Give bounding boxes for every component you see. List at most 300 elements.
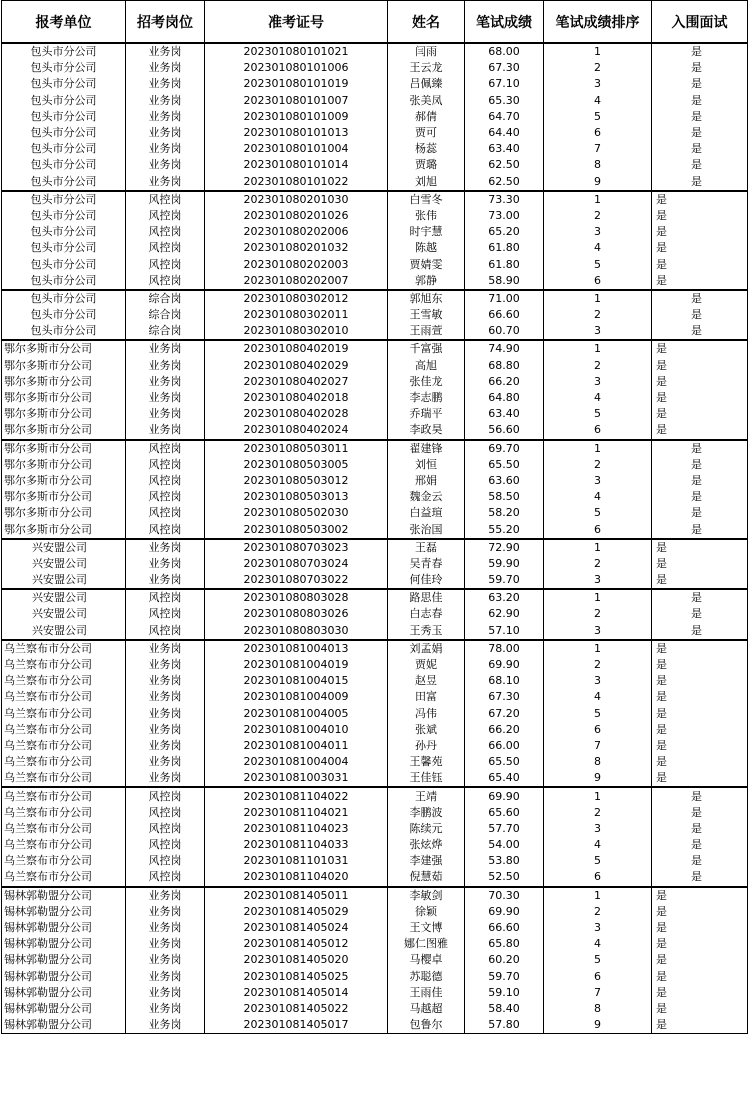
cell-rank: 7: [544, 738, 652, 754]
cell-name: 王云龙: [388, 60, 465, 76]
cell-position: 业务岗: [126, 358, 205, 374]
cell-score: 73.30: [465, 191, 544, 208]
cell-unit: 乌兰察布市分公司: [2, 640, 126, 657]
cell-interview: 是: [652, 969, 748, 985]
cell-exam-id: 202301080502030: [205, 505, 388, 521]
cell-interview: 是: [652, 640, 748, 657]
cell-position: 业务岗: [126, 43, 205, 60]
cell-unit: 乌兰察布市分公司: [2, 738, 126, 754]
cell-interview: 是: [652, 805, 748, 821]
cell-score: 66.20: [465, 374, 544, 390]
table-row: [2, 640, 748, 657]
cell-interview: 是: [652, 985, 748, 1001]
cell-rank: 3: [544, 323, 652, 340]
table-row: [2, 76, 748, 92]
table-row: [2, 887, 748, 904]
cell-score: 65.50: [465, 754, 544, 770]
cell-name: 张佳龙: [388, 374, 465, 390]
cell-interview: 是: [652, 60, 748, 76]
cell-score: 67.20: [465, 706, 544, 722]
cell-exam-id: 202301080101009: [205, 109, 388, 125]
cell-unit: 锡林郭勒盟分公司: [2, 952, 126, 968]
cell-rank: 2: [544, 904, 652, 920]
cell-unit: 鄂尔多斯市分公司: [2, 406, 126, 422]
cell-position: 业务岗: [126, 340, 205, 357]
cell-position: 风控岗: [126, 787, 205, 804]
cell-exam-id: 202301080503013: [205, 489, 388, 505]
cell-exam-id: 202301080703022: [205, 572, 388, 589]
cell-exam-id: 202301080302011: [205, 307, 388, 323]
cell-exam-id: 202301080703023: [205, 539, 388, 556]
cell-rank: 2: [544, 556, 652, 572]
table-row: [2, 920, 748, 936]
table-row: [2, 505, 748, 521]
cell-interview: 是: [652, 722, 748, 738]
cell-name: 郭旭东: [388, 290, 465, 307]
cell-unit: 包头市分公司: [2, 109, 126, 125]
cell-name: 刘恒: [388, 457, 465, 473]
cell-rank: 7: [544, 141, 652, 157]
cell-name: 王馨苑: [388, 754, 465, 770]
cell-name: 王雨佳: [388, 985, 465, 1001]
table-row: [2, 273, 748, 290]
cell-rank: 5: [544, 109, 652, 125]
cell-exam-id: 202301081004004: [205, 754, 388, 770]
cell-name: 张斌: [388, 722, 465, 738]
cell-rank: 5: [544, 505, 652, 521]
cell-position: 风控岗: [126, 505, 205, 521]
cell-position: 业务岗: [126, 985, 205, 1001]
cell-unit: 乌兰察布市分公司: [2, 722, 126, 738]
cell-rank: 2: [544, 208, 652, 224]
table-row: [2, 770, 748, 787]
cell-score: 58.20: [465, 505, 544, 521]
cell-unit: 鄂尔多斯市分公司: [2, 340, 126, 357]
cell-unit: 兴安盟公司: [2, 589, 126, 606]
cell-exam-id: 202301081104033: [205, 837, 388, 853]
cell-name: 郭静: [388, 273, 465, 290]
table-row: [2, 290, 748, 307]
cell-name: 王磊: [388, 539, 465, 556]
cell-rank: 4: [544, 837, 652, 853]
cell-rank: 4: [544, 489, 652, 505]
cell-name: 吕佩臻: [388, 76, 465, 92]
cell-score: 69.90: [465, 787, 544, 804]
cell-position: 风控岗: [126, 240, 205, 256]
cell-unit: 鄂尔多斯市分公司: [2, 489, 126, 505]
cell-score: 68.80: [465, 358, 544, 374]
cell-position: 风控岗: [126, 869, 205, 886]
table-row: [2, 174, 748, 191]
cell-score: 65.50: [465, 457, 544, 473]
cell-rank: 1: [544, 340, 652, 357]
cell-rank: 7: [544, 985, 652, 1001]
cell-exam-id: 202301081004005: [205, 706, 388, 722]
cell-name: 李志鹏: [388, 390, 465, 406]
cell-position: 业务岗: [126, 109, 205, 125]
cell-interview: 是: [652, 256, 748, 272]
cell-rank: 5: [544, 706, 652, 722]
cell-score: 61.80: [465, 240, 544, 256]
cell-position: 业务岗: [126, 572, 205, 589]
cell-unit: 乌兰察布市分公司: [2, 821, 126, 837]
table-row: [2, 340, 748, 357]
cell-name: 张炫烨: [388, 837, 465, 853]
table-row: [2, 60, 748, 76]
header-interview: 入围面试: [652, 1, 748, 44]
cell-interview: 是: [652, 473, 748, 489]
cell-interview: 是: [652, 505, 748, 521]
cell-exam-id: 202301081004013: [205, 640, 388, 657]
cell-unit: 兴安盟公司: [2, 556, 126, 572]
cell-name: 王雨萱: [388, 323, 465, 340]
cell-score: 63.60: [465, 473, 544, 489]
cell-score: 64.70: [465, 109, 544, 125]
cell-unit: 兴安盟公司: [2, 623, 126, 640]
cell-name: 贾婧雯: [388, 256, 465, 272]
cell-name: 赵昱: [388, 673, 465, 689]
cell-score: 67.30: [465, 689, 544, 705]
cell-position: 业务岗: [126, 722, 205, 738]
cell-name: 贾妮: [388, 657, 465, 673]
cell-exam-id: 202301081405012: [205, 936, 388, 952]
cell-position: 业务岗: [126, 770, 205, 787]
table-row: [2, 936, 748, 952]
cell-unit: 鄂尔多斯市分公司: [2, 521, 126, 538]
cell-exam-id: 202301080201026: [205, 208, 388, 224]
cell-rank: 1: [544, 191, 652, 208]
cell-rank: 4: [544, 689, 652, 705]
cell-name: 贾璐: [388, 157, 465, 173]
cell-position: 风控岗: [126, 208, 205, 224]
cell-rank: 1: [544, 887, 652, 904]
cell-position: 风控岗: [126, 606, 205, 622]
cell-exam-id: 202301081104020: [205, 869, 388, 886]
table-row: [2, 390, 748, 406]
cell-score: 60.20: [465, 952, 544, 968]
cell-score: 55.20: [465, 521, 544, 538]
table-row: [2, 141, 748, 157]
cell-unit: 包头市分公司: [2, 125, 126, 141]
cell-interview: 是: [652, 141, 748, 157]
cell-position: 业务岗: [126, 141, 205, 157]
cell-exam-id: 202301080201030: [205, 191, 388, 208]
cell-rank: 2: [544, 358, 652, 374]
cell-name: 王文博: [388, 920, 465, 936]
cell-interview: 是: [652, 689, 748, 705]
cell-score: 71.00: [465, 290, 544, 307]
cell-rank: 6: [544, 125, 652, 141]
cell-score: 62.50: [465, 157, 544, 173]
cell-interview: 是: [652, 936, 748, 952]
cell-unit: 鄂尔多斯市分公司: [2, 390, 126, 406]
cell-position: 业务岗: [126, 60, 205, 76]
cell-name: 王秀玉: [388, 623, 465, 640]
cell-rank: 6: [544, 521, 652, 538]
results-table: [1, 0, 748, 1034]
table-row: [2, 787, 748, 804]
cell-position: 业务岗: [126, 952, 205, 968]
table-row: [2, 589, 748, 606]
cell-interview: 是: [652, 673, 748, 689]
table-row: [2, 256, 748, 272]
cell-unit: 乌兰察布市分公司: [2, 689, 126, 705]
cell-rank: 1: [544, 589, 652, 606]
cell-score: 73.00: [465, 208, 544, 224]
cell-exam-id: 202301080402028: [205, 406, 388, 422]
cell-position: 业务岗: [126, 673, 205, 689]
cell-rank: 9: [544, 1017, 652, 1034]
cell-rank: 4: [544, 936, 652, 952]
cell-exam-id: 202301080803026: [205, 606, 388, 622]
header-name: 姓名: [388, 1, 465, 44]
cell-score: 69.70: [465, 440, 544, 457]
cell-rank: 4: [544, 390, 652, 406]
cell-exam-id: 202301081004011: [205, 738, 388, 754]
table-row: [2, 572, 748, 589]
cell-score: 60.70: [465, 323, 544, 340]
cell-rank: 2: [544, 606, 652, 622]
table-row: [2, 623, 748, 640]
table-row: [2, 191, 748, 208]
cell-rank: 8: [544, 1001, 652, 1017]
cell-exam-id: 202301081405017: [205, 1017, 388, 1034]
cell-position: 风控岗: [126, 489, 205, 505]
cell-position: 风控岗: [126, 623, 205, 640]
cell-name: 李建强: [388, 853, 465, 869]
cell-rank: 6: [544, 422, 652, 439]
cell-unit: 兴安盟公司: [2, 572, 126, 589]
cell-unit: 锡林郭勒盟分公司: [2, 985, 126, 1001]
cell-rank: 6: [544, 869, 652, 886]
cell-interview: 是: [652, 837, 748, 853]
cell-score: 56.60: [465, 422, 544, 439]
cell-interview: 是: [652, 904, 748, 920]
cell-rank: 3: [544, 673, 652, 689]
cell-name: 刘孟娟: [388, 640, 465, 657]
cell-score: 70.30: [465, 887, 544, 904]
cell-score: 59.70: [465, 572, 544, 589]
cell-interview: 是: [652, 323, 748, 340]
table-row: [2, 208, 748, 224]
cell-position: 风控岗: [126, 273, 205, 290]
cell-rank: 6: [544, 722, 652, 738]
header-row: [2, 1, 748, 44]
cell-unit: 鄂尔多斯市分公司: [2, 422, 126, 439]
table-row: [2, 307, 748, 323]
cell-unit: 锡林郭勒盟分公司: [2, 920, 126, 936]
cell-name: 张伟: [388, 208, 465, 224]
cell-position: 业务岗: [126, 738, 205, 754]
cell-interview: 是: [652, 556, 748, 572]
cell-name: 倪慧茹: [388, 869, 465, 886]
table-row: [2, 969, 748, 985]
cell-rank: 9: [544, 174, 652, 191]
cell-interview: 是: [652, 76, 748, 92]
cell-position: 业务岗: [126, 406, 205, 422]
cell-name: 冯伟: [388, 706, 465, 722]
cell-interview: 是: [652, 952, 748, 968]
cell-interview: 是: [652, 589, 748, 606]
cell-exam-id: 202301081003031: [205, 770, 388, 787]
cell-position: 风控岗: [126, 440, 205, 457]
cell-rank: 1: [544, 787, 652, 804]
cell-name: 王佳钰: [388, 770, 465, 787]
cell-interview: 是: [652, 706, 748, 722]
cell-interview: 是: [652, 869, 748, 886]
cell-rank: 5: [544, 853, 652, 869]
cell-interview: 是: [652, 457, 748, 473]
cell-position: 业务岗: [126, 539, 205, 556]
cell-score: 58.90: [465, 273, 544, 290]
cell-score: 54.00: [465, 837, 544, 853]
cell-unit: 包头市分公司: [2, 60, 126, 76]
cell-position: 业务岗: [126, 1001, 205, 1017]
table-row: [2, 689, 748, 705]
table-row: [2, 985, 748, 1001]
cell-exam-id: 202301081405011: [205, 887, 388, 904]
cell-position: 业务岗: [126, 1017, 205, 1034]
cell-position: 综合岗: [126, 323, 205, 340]
cell-name: 李政昊: [388, 422, 465, 439]
table-row: [2, 952, 748, 968]
cell-score: 58.40: [465, 1001, 544, 1017]
cell-exam-id: 202301080503002: [205, 521, 388, 538]
cell-position: 业务岗: [126, 640, 205, 657]
cell-exam-id: 202301080101007: [205, 93, 388, 109]
cell-name: 田富: [388, 689, 465, 705]
cell-interview: 是: [652, 539, 748, 556]
cell-exam-id: 202301080101022: [205, 174, 388, 191]
cell-unit: 包头市分公司: [2, 290, 126, 307]
cell-position: 业务岗: [126, 904, 205, 920]
cell-score: 68.00: [465, 43, 544, 60]
cell-exam-id: 202301081405022: [205, 1001, 388, 1017]
cell-score: 69.90: [465, 657, 544, 673]
cell-position: 业务岗: [126, 157, 205, 173]
cell-interview: 是: [652, 109, 748, 125]
cell-name: 陈续元: [388, 821, 465, 837]
cell-interview: 是: [652, 754, 748, 770]
cell-unit: 包头市分公司: [2, 307, 126, 323]
cell-unit: 乌兰察布市分公司: [2, 805, 126, 821]
table-row: [2, 657, 748, 673]
cell-unit: 包头市分公司: [2, 224, 126, 240]
table-row: [2, 422, 748, 439]
cell-interview: 是: [652, 208, 748, 224]
cell-interview: 是: [652, 390, 748, 406]
cell-unit: 锡林郭勒盟分公司: [2, 1001, 126, 1017]
cell-score: 78.00: [465, 640, 544, 657]
cell-rank: 4: [544, 240, 652, 256]
cell-score: 61.80: [465, 256, 544, 272]
table-row: [2, 904, 748, 920]
cell-unit: 包头市分公司: [2, 76, 126, 92]
table-row: [2, 157, 748, 173]
cell-interview: 是: [652, 340, 748, 357]
cell-unit: 锡林郭勒盟分公司: [2, 887, 126, 904]
cell-score: 74.90: [465, 340, 544, 357]
cell-exam-id: 202301081405025: [205, 969, 388, 985]
cell-score: 65.80: [465, 936, 544, 952]
cell-exam-id: 202301081104021: [205, 805, 388, 821]
cell-score: 59.90: [465, 556, 544, 572]
cell-score: 66.60: [465, 307, 544, 323]
cell-name: 路思佳: [388, 589, 465, 606]
cell-interview: 是: [652, 307, 748, 323]
table-row: [2, 374, 748, 390]
cell-position: 综合岗: [126, 307, 205, 323]
cell-score: 65.20: [465, 224, 544, 240]
cell-exam-id: 202301080703024: [205, 556, 388, 572]
cell-score: 57.80: [465, 1017, 544, 1034]
cell-rank: 8: [544, 754, 652, 770]
cell-score: 64.80: [465, 390, 544, 406]
cell-unit: 乌兰察布市分公司: [2, 869, 126, 886]
cell-name: 刘旭: [388, 174, 465, 191]
cell-position: 业务岗: [126, 706, 205, 722]
cell-interview: 是: [652, 174, 748, 191]
table-row: [2, 853, 748, 869]
cell-unit: 包头市分公司: [2, 191, 126, 208]
cell-unit: 包头市分公司: [2, 256, 126, 272]
table-row: [2, 869, 748, 886]
cell-rank: 2: [544, 60, 652, 76]
cell-rank: 1: [544, 43, 652, 60]
cell-position: 风控岗: [126, 457, 205, 473]
cell-exam-id: 202301080503005: [205, 457, 388, 473]
cell-position: 业务岗: [126, 422, 205, 439]
cell-unit: 包头市分公司: [2, 174, 126, 191]
cell-exam-id: 202301080101014: [205, 157, 388, 173]
cell-rank: 2: [544, 307, 652, 323]
cell-score: 69.90: [465, 904, 544, 920]
cell-exam-id: 202301080402029: [205, 358, 388, 374]
table-row: [2, 93, 748, 109]
cell-name: 高旭: [388, 358, 465, 374]
cell-rank: 4: [544, 93, 652, 109]
cell-position: 业务岗: [126, 754, 205, 770]
header-rank: 笔试成绩排序: [544, 1, 652, 44]
cell-unit: 乌兰察布市分公司: [2, 657, 126, 673]
cell-unit: 兴安盟公司: [2, 539, 126, 556]
cell-score: 59.10: [465, 985, 544, 1001]
table-row: [2, 706, 748, 722]
cell-score: 67.30: [465, 60, 544, 76]
cell-rank: 3: [544, 623, 652, 640]
cell-rank: 3: [544, 572, 652, 589]
cell-exam-id: 202301081101031: [205, 853, 388, 869]
header-exam-id: 准考证号: [205, 1, 388, 44]
cell-position: 风控岗: [126, 521, 205, 538]
cell-name: 李敏剑: [388, 887, 465, 904]
cell-name: 苏聪德: [388, 969, 465, 985]
cell-unit: 包头市分公司: [2, 323, 126, 340]
cell-position: 业务岗: [126, 969, 205, 985]
cell-position: 业务岗: [126, 689, 205, 705]
cell-interview: 是: [652, 422, 748, 439]
table-row: [2, 754, 748, 770]
cell-position: 风控岗: [126, 191, 205, 208]
cell-position: 综合岗: [126, 290, 205, 307]
cell-unit: 鄂尔多斯市分公司: [2, 473, 126, 489]
cell-position: 业务岗: [126, 887, 205, 904]
cell-score: 58.50: [465, 489, 544, 505]
cell-name: 翟建锋: [388, 440, 465, 457]
cell-score: 66.20: [465, 722, 544, 738]
cell-unit: 乌兰察布市分公司: [2, 770, 126, 787]
cell-exam-id: 202301080402018: [205, 390, 388, 406]
